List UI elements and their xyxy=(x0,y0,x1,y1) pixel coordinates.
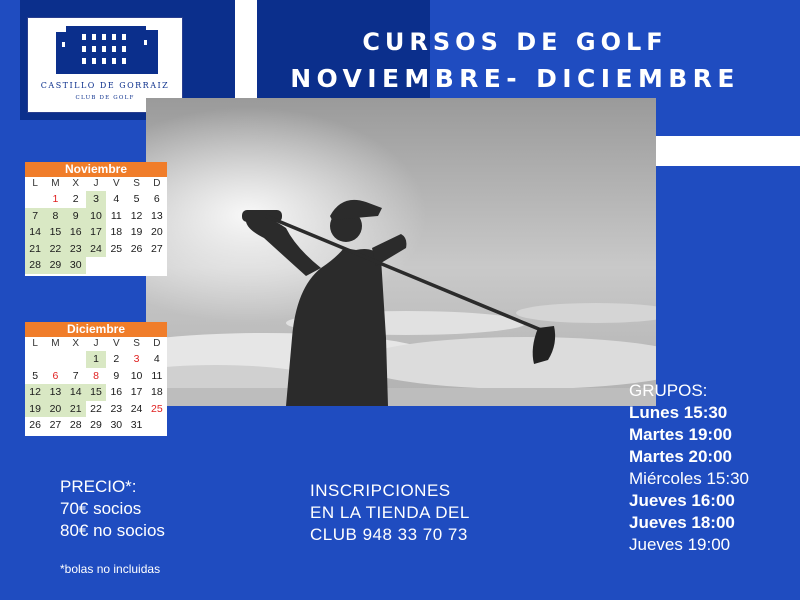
calendar-day: 11 xyxy=(151,369,163,382)
calendar-day: 20 xyxy=(151,226,163,238)
group-item: Lunes 15:30 xyxy=(629,403,728,422)
calendar-day: 26 xyxy=(29,419,41,431)
white-stripe-horizontal xyxy=(656,136,800,166)
calendar-day: 12 xyxy=(130,209,143,222)
calendar-day: 26 xyxy=(130,242,143,255)
groups-list xyxy=(629,402,749,556)
calendar-day: 24 xyxy=(130,402,143,415)
calendar-empty-cell xyxy=(25,274,45,291)
calendar-day: 25 xyxy=(110,242,123,255)
calendar-day: 21 xyxy=(66,401,86,418)
golfer-silhouette-image xyxy=(146,98,656,406)
calendar-weekday: J xyxy=(93,178,99,189)
title-line-2: NOVIEMBRE- DICIEMBRE xyxy=(290,64,740,93)
calendar-empty-cell xyxy=(45,351,65,368)
calendar-day: 18 xyxy=(110,226,123,238)
price-note: *bolas no incluidas xyxy=(60,562,161,576)
calendar-day: 23 xyxy=(110,402,123,415)
calendar-month-title: Noviembre xyxy=(25,162,167,177)
calendar-day: 7 xyxy=(72,369,79,382)
calendar-day: 15 xyxy=(86,384,106,401)
price-non-members: 80€ no socios xyxy=(60,521,165,540)
price-block xyxy=(60,476,165,542)
calendar-day: 21 xyxy=(25,241,45,258)
calendar-day: 3 xyxy=(86,191,106,208)
calendar-day: 31 xyxy=(130,419,143,431)
calendar-day: 17 xyxy=(130,386,143,398)
calendar-empty-cell xyxy=(147,257,167,274)
calendar-empty-cell xyxy=(25,191,45,208)
calendar-diciembre xyxy=(25,322,167,436)
calendar-noviembre xyxy=(25,162,167,276)
calendar-day: 2 xyxy=(72,193,79,205)
calendar-day: 6 xyxy=(153,193,160,205)
calendar-empty-cell xyxy=(66,351,86,368)
white-stripe-vertical xyxy=(235,0,257,98)
groups-label: GRUPOS: xyxy=(629,381,708,400)
calendar-day: 18 xyxy=(151,386,163,398)
calendar-empty-cell xyxy=(147,417,167,434)
calendar-day: 5 xyxy=(32,369,39,382)
calendar-day: 27 xyxy=(151,242,163,255)
calendar-grid xyxy=(25,337,167,434)
registration-line-1: INSCRIPCIONES xyxy=(310,481,451,500)
calendar-weekday: X xyxy=(72,178,80,189)
calendar-month-title: Diciembre xyxy=(25,322,167,337)
calendar-day: 4 xyxy=(113,193,120,205)
calendar-day: 29 xyxy=(90,419,102,431)
calendar-weekday: M xyxy=(51,178,60,189)
group-item: Martes 19:00 xyxy=(629,425,733,444)
groups-block xyxy=(629,380,749,556)
calendar-day: 8 xyxy=(45,208,65,225)
calendar-day: 14 xyxy=(25,224,45,241)
calendar-empty-cell xyxy=(25,351,45,368)
calendar-day: 12 xyxy=(25,384,45,401)
calendar-day: 15 xyxy=(45,224,65,241)
calendar-weekday: D xyxy=(153,178,161,189)
registration-line-2: EN LA TIENDA DEL xyxy=(310,503,470,522)
calendar-day: 1 xyxy=(86,351,106,368)
logo-subtitle: CLUB DE GOLF xyxy=(75,95,135,101)
calendar-empty-cell xyxy=(106,257,126,274)
group-item: Jueves 19:00 xyxy=(629,535,731,554)
price-label: PRECIO*: xyxy=(60,477,137,496)
calendar-day: 22 xyxy=(90,402,102,415)
title-line-1: CURSOS DE GOLF xyxy=(362,28,668,56)
calendar-day: 30 xyxy=(110,419,123,431)
golfer-photo xyxy=(146,98,656,406)
calendar-day: 2 xyxy=(113,353,120,365)
group-item: Jueves 18:00 xyxy=(629,513,735,532)
calendar-day: 28 xyxy=(25,257,45,274)
price-members: 70€ socios xyxy=(60,499,142,518)
calendar-day: 10 xyxy=(130,369,143,382)
calendar-empty-cell xyxy=(86,257,106,274)
calendar-weekday: J xyxy=(93,338,99,349)
calendar-day: 14 xyxy=(66,384,86,401)
group-item: Jueves 16:00 xyxy=(629,491,735,510)
registration-block xyxy=(310,480,470,546)
calendar-empty-cell xyxy=(126,257,146,274)
calendar-day: 9 xyxy=(113,369,120,382)
calendar-day: 28 xyxy=(69,419,82,431)
calendar-day: 19 xyxy=(25,401,45,418)
calendar-day: 7 xyxy=(25,208,45,225)
calendar-weekday: X xyxy=(72,338,80,349)
calendar-day: 11 xyxy=(110,209,122,222)
group-item: Martes 20:00 xyxy=(629,447,733,466)
calendar-day: 5 xyxy=(133,193,140,205)
group-item: Miércoles 15:30 xyxy=(629,469,750,488)
calendar-weekday: D xyxy=(153,338,161,349)
calendar-weekday: L xyxy=(32,178,38,189)
calendar-day: 29 xyxy=(45,257,65,274)
calendar-day: 13 xyxy=(151,209,163,222)
calendar-day: 22 xyxy=(45,241,65,258)
calendar-day: 17 xyxy=(86,224,106,241)
calendar-day: 13 xyxy=(45,384,65,401)
calendar-day: 10 xyxy=(86,208,106,225)
calendar-weekday: M xyxy=(51,338,60,349)
registration-line-3: CLUB 948 33 70 73 xyxy=(310,525,468,544)
calendar-weekday: V xyxy=(112,338,120,349)
logo-name: CASTILLO DE GORRAIZ xyxy=(40,81,170,90)
calendar-day: 24 xyxy=(86,241,106,258)
calendar-day: 1 xyxy=(52,193,59,205)
calendar-day: 19 xyxy=(130,226,143,238)
calendar-day: 30 xyxy=(66,257,86,274)
calendar-day: 3 xyxy=(133,353,140,365)
calendar-day: 16 xyxy=(66,224,86,241)
calendar-weekday: S xyxy=(133,178,140,189)
calendar-weekday: L xyxy=(32,338,38,349)
calendar-weekday: S xyxy=(133,338,140,349)
calendar-day: 9 xyxy=(66,208,86,225)
castle-icon xyxy=(28,18,184,80)
calendar-day: 16 xyxy=(110,386,123,398)
calendar-weekday: V xyxy=(112,178,120,189)
calendar-grid xyxy=(25,177,167,290)
calendar-day: 25 xyxy=(151,402,163,415)
calendar-day: 4 xyxy=(153,353,160,365)
calendar-day: 20 xyxy=(45,401,65,418)
calendar-day: 6 xyxy=(52,369,59,382)
calendar-day: 8 xyxy=(93,369,99,382)
calendar-day: 23 xyxy=(66,241,86,258)
calendar-day: 27 xyxy=(49,419,62,431)
